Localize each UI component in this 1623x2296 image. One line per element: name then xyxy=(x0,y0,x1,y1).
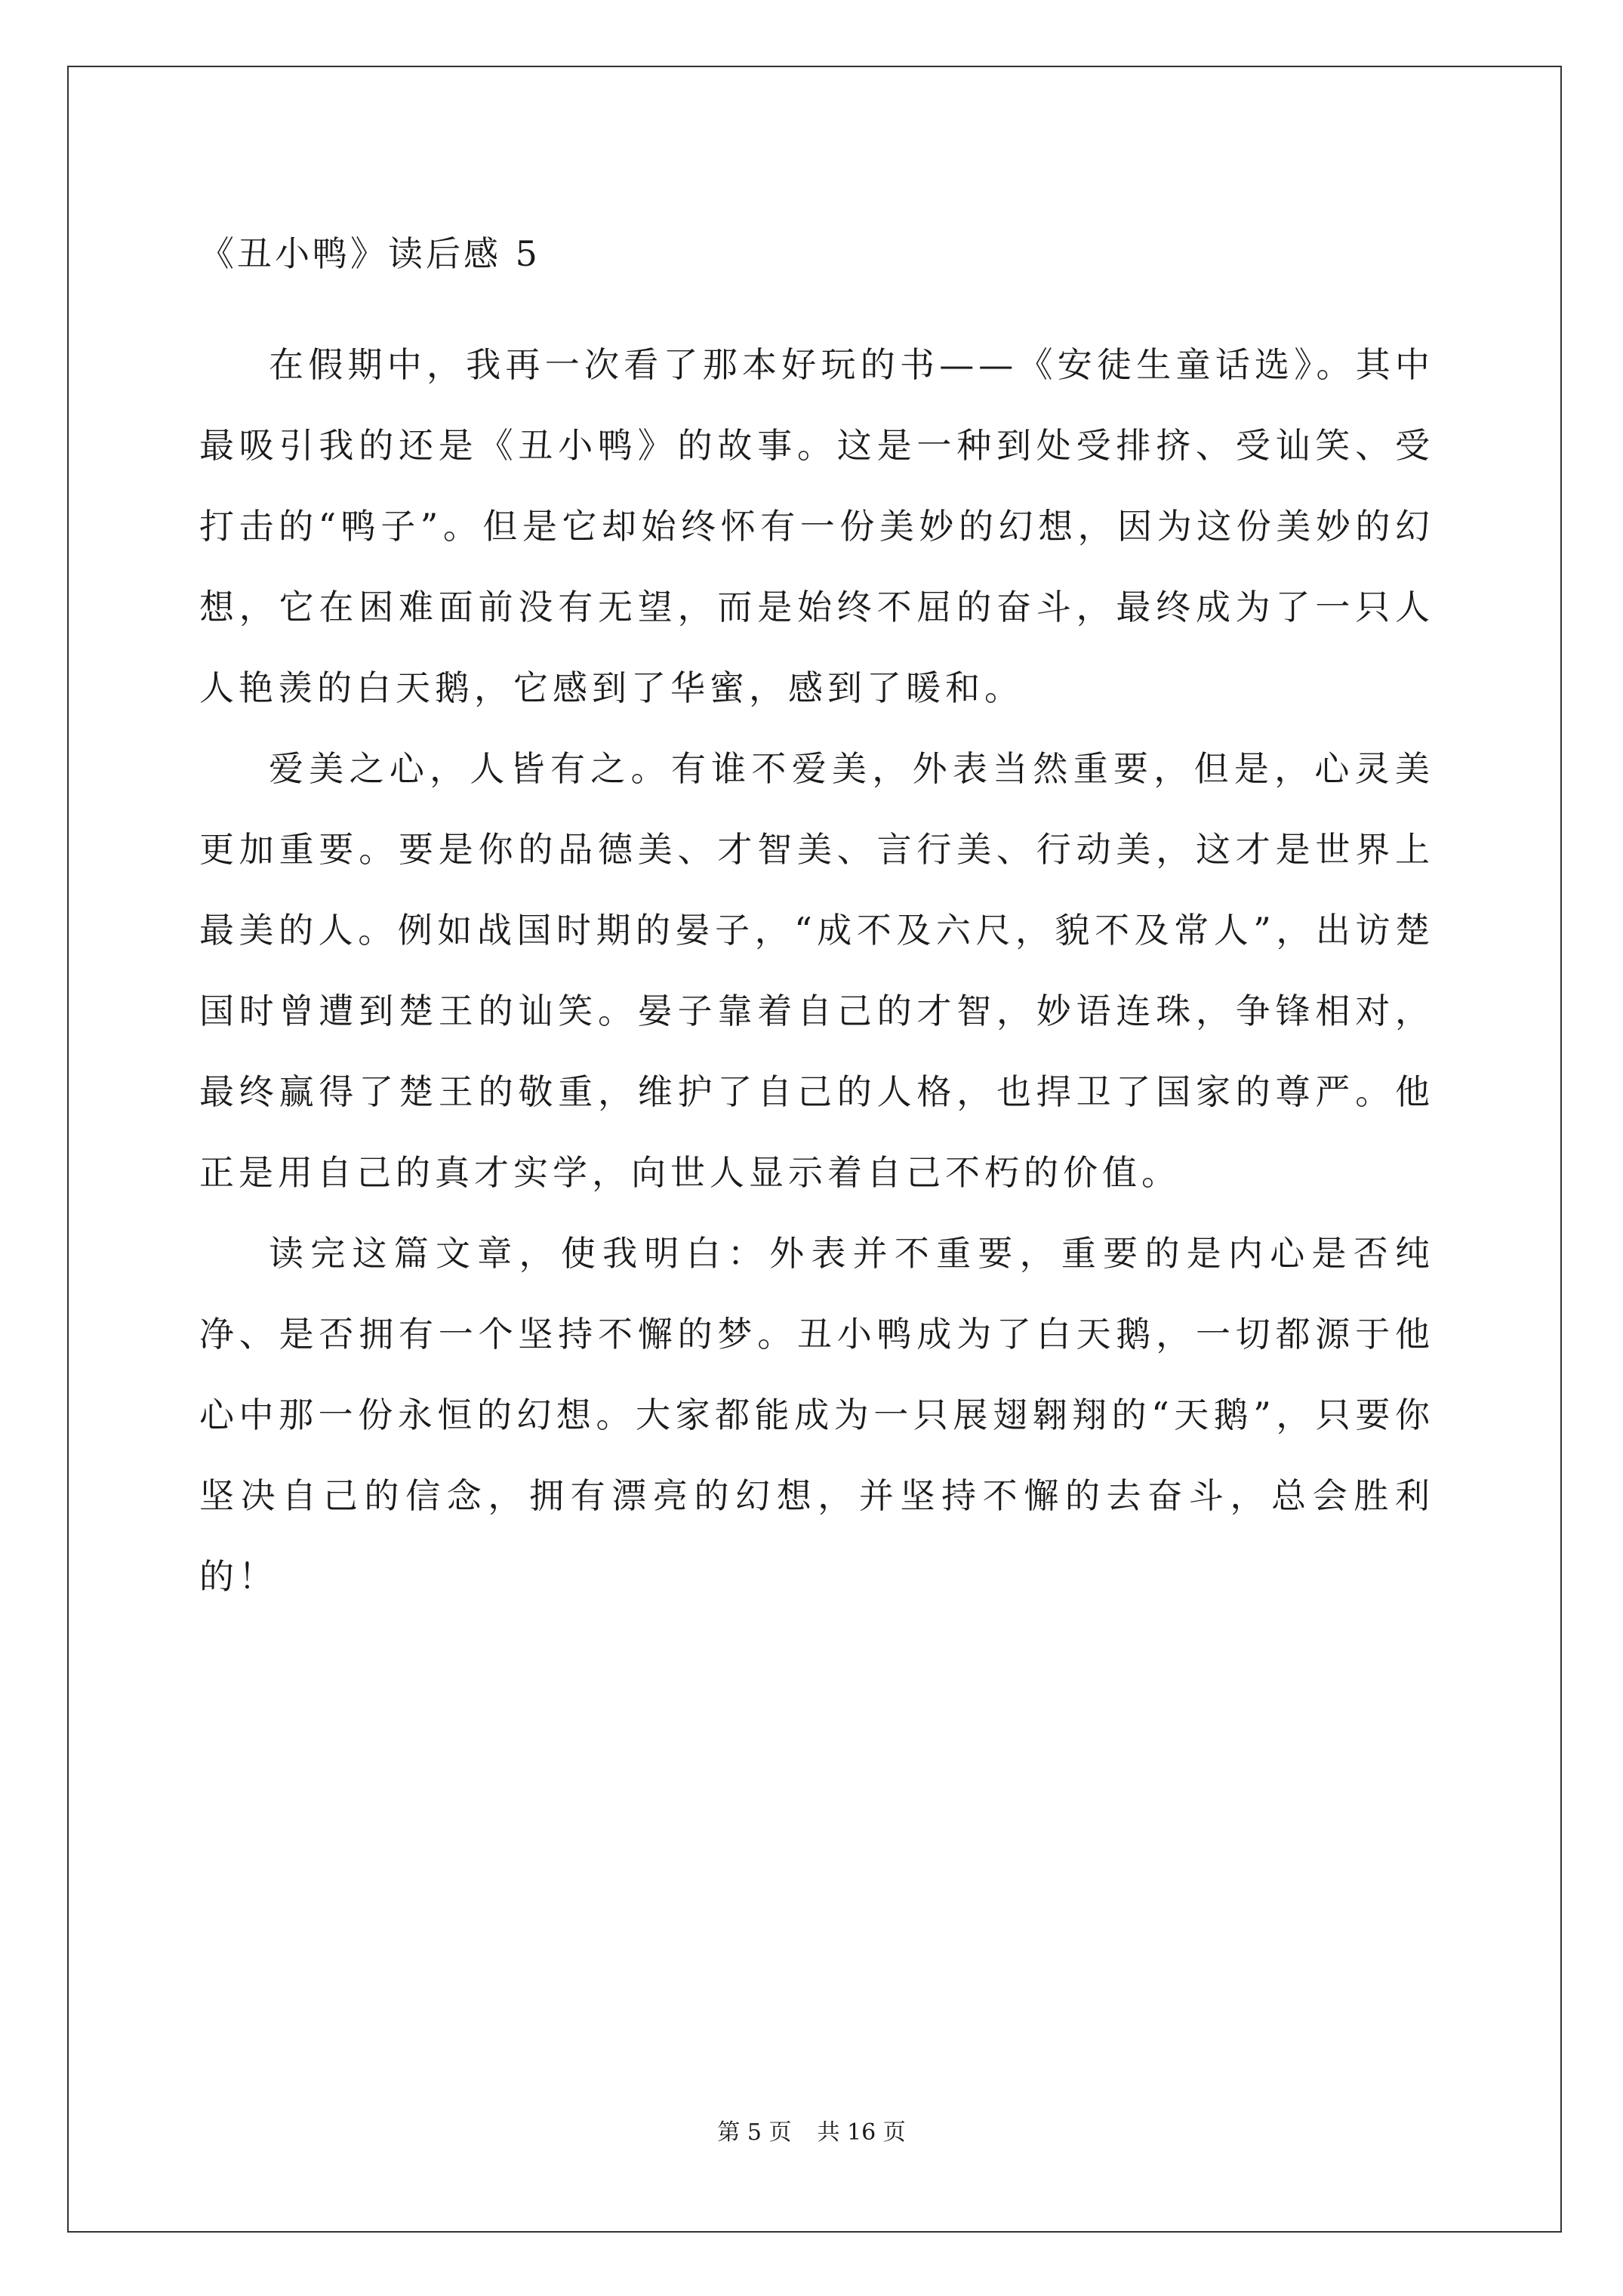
paragraph: 读完这篇文章，使我明白：外表并不重要，重要的是内心是否纯净、是否拥有一个坚持不懈的梦。丑小鸭成为了白天鹅，一切都源于他心中那一份永恒的幻想。大家都能成为一只展翅翱翔的“天鹅”，只要你坚决自己的信念，拥有漂亮的幻想，并坚持不懈的去奋斗，总会胜利的！ xyxy=(199,1233,1434,1597)
document-title: 《丑小鸭》读后感 5 xyxy=(199,233,540,274)
page-footer xyxy=(0,2114,1623,2152)
paragraph: 爱美之心，人皆有之。有谁不爱美，外表当然重要，但是，心灵美更加重要。要是你的品德美、才智美、言行美、行动美，这才是世界上最美的人。例如战国时期的晏子，“成不及六尺，貌不及常人”，出访楚国时曾遭到楚王的讪笑。晏子靠着自己的才智，妙语连珠，争锋相对，最终赢得了楚王的敬重，维护了自己的人格，也捍卫了国家的尊严。他正是用自己的真才实学，向世人显示着自己不朽的价值。 xyxy=(199,748,1434,1193)
document-body xyxy=(199,325,1434,1617)
paragraph: 在假期中，我再一次看了那本好玩的书——《安徒生童话选》。其中最吸引我的还是《丑小鸭》的故事。这是一种到处受排挤、受讪笑、受打击的“鸭子”。但是它却始终怀有一份美妙的幻想，因为这份美妙的幻想，它在困难面前没有无望，而是始终不屈的奋斗，最终成为了一只人人艳羡的白天鹅，它感到了华蜜，感到了暖和。 xyxy=(199,344,1434,708)
page-number-current: 第 5 页 xyxy=(717,2119,792,2146)
page-number-total: 共 16 页 xyxy=(817,2119,906,2146)
